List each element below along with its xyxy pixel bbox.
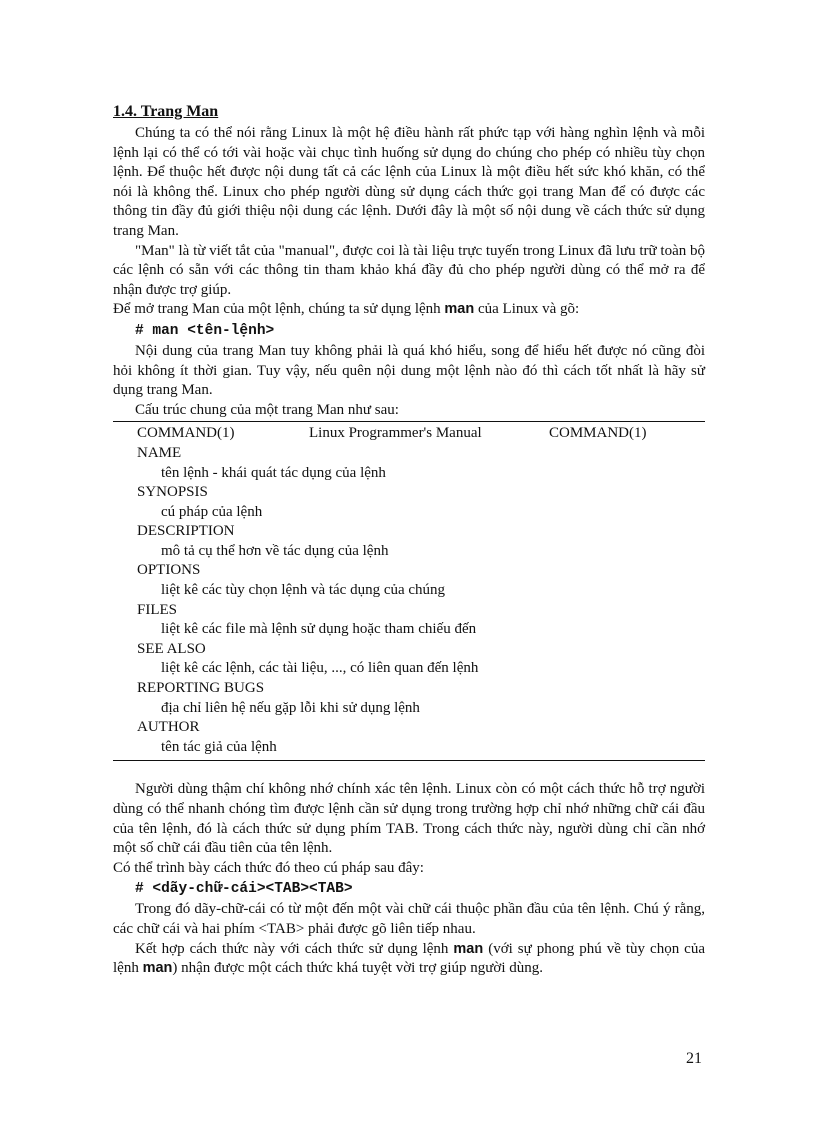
paragraph-combine-text-1: Kết hợp cách thức này với cách thức sử dụng lệnh [135,940,454,957]
paragraph-man-definition: "Man" là từ viết tắt của "manual", được coi là tài liệu trực tuyến trong Linux đã lưu trữ toàn bộ các lệnh có sẵn với các thông tin tham khảo khá đầy đủ cho phép người dùng có thể mở ra để nhận được trợ giúp. [113,242,706,298]
man-section-title: DESCRIPTION [137,523,235,540]
man-section-description [113,522,705,561]
paragraph-open-man [113,300,705,320]
paragraph-man-content: Nội dung của trang Man tuy không phải là quá khó hiểu, song để hiểu hết được nó cũng đòi hỏi không ít thời gian. Tuy vậy, nếu quên nội dung một lệnh nào đó thì cách tốt nhất là hãy sử dụng trang Man. [113,342,705,399]
man-section-title: REPORTING BUGS [137,680,265,697]
man-section-desc: liệt kê các file mà lệnh sử dụng hoặc tham chiếu đến [161,621,477,638]
paragraph-combine-man [113,940,705,979]
spacer [113,761,705,780]
paragraph-tab-completion: Người dùng thậm chí không nhớ chính xác tên lệnh. Linux còn có một cách thức hỗ trợ người dùng có thể nhanh chóng tìm được lệnh cần sử dụng trong trường hợp chỉ nhớ những chữ cái đầu của tên lệnh, đó là cách thức sử dụng phím TAB. Trong cách thức này, người dùng chỉ cần nhớ một số chữ cái đầu tiên của tên lệnh. [113,781,705,857]
man-section-title: AUTHOR [137,719,200,736]
document-page [113,102,705,979]
paragraph-combine-text-2: (với sự phong phú về tùy chọn của lệnh [113,940,705,977]
section-title: 1.4. Trang Man [113,103,219,120]
paragraph-combine-text-3: ) nhận được một cách thức khá tuyệt vời trợ giúp người dùng. [172,960,544,977]
man-section-desc: mô tả cụ thể hơn về tác dụng của lệnh [161,542,389,559]
command-man-syntax: # man <tên-lệnh> [135,322,275,339]
man-section-synopsis [113,483,705,522]
paragraph-open-man-text-2: của Linux và gõ: [474,301,580,318]
man-section-desc: cú pháp của lệnh [161,503,263,520]
man-section-reporting-bugs [113,679,705,718]
man-section-options [113,561,705,600]
man-section-desc: tên lệnh - khái quát tác dụng của lệnh [161,464,386,481]
paragraph-tab-syntax-intro: Có thể trình bày cách thức đó theo cú pháp sau đây: [113,859,424,876]
command-tab-syntax: # <dãy-chữ-cái><TAB><TAB> [135,881,353,898]
man-section-title: NAME [137,444,182,461]
man-keyword: man [453,940,484,957]
man-page-header [113,424,705,444]
man-keyword: man [444,301,475,318]
man-keyword: man [142,960,173,977]
man-header-right: COMMAND(1) [549,425,647,442]
man-page-structure [113,421,705,761]
man-section-title: SYNOPSIS [137,484,208,501]
man-section-desc: địa chỉ liên hệ nếu gặp lỗi khi sử dụng lệnh [161,699,420,716]
man-section-title: OPTIONS [137,562,201,579]
paragraph-intro: Chúng ta có thể nói rằng Linux là một hệ điều hành rất phức tạp với hàng nghìn lệnh và mỗi lệnh lại có thể có tới vài hoặc vài chục tình huống sử dụng do chúng cho phép có nhiều tùy chọn lệnh. Để thuộc hết được nội dung tất cả các lệnh của Linux là một điều hết sức khó khăn, có thể nói là không thể. Linux cho phép người dùng sử dụng cách thức gọi trang Man để có được các thông tin đầy đủ giới thiệu nội dung các lệnh. Dưới đây là một số nội dung về cách thức sử dụng trang Man. [113,125,705,239]
man-section-see-also [113,640,705,679]
man-header-left: COMMAND(1) [137,425,235,442]
man-section-author [113,718,705,757]
man-section-files [113,601,705,640]
man-header-center: Linux Programmer's Manual [309,425,482,442]
paragraph-man-structure-intro: Cấu trúc chung của một trang Man như sau: [135,401,399,418]
man-section-name [113,444,705,483]
page-number: 21 [686,1050,702,1067]
man-section-title: FILES [137,601,178,618]
paragraph-open-man-text-1: Để mở trang Man của một lệnh, chúng ta sử dụng lệnh [113,301,445,318]
man-section-desc: liệt kê các lệnh, các tài liệu, ..., có liên quan đến lệnh [161,660,479,677]
man-section-desc: tên tác giả của lệnh [161,738,277,755]
paragraph-tab-explanation: Trong đó dãy-chữ-cái có từ một đến một vài chữ cái thuộc phần đầu của tên lệnh. Chú ý rằng, các chữ cái và hai phím <TAB> phải được gõ liên tiếp nhau. [113,901,705,937]
man-section-desc: liệt kê các tùy chọn lệnh và tác dụng của chúng [161,582,446,599]
man-section-title: SEE ALSO [137,640,206,657]
